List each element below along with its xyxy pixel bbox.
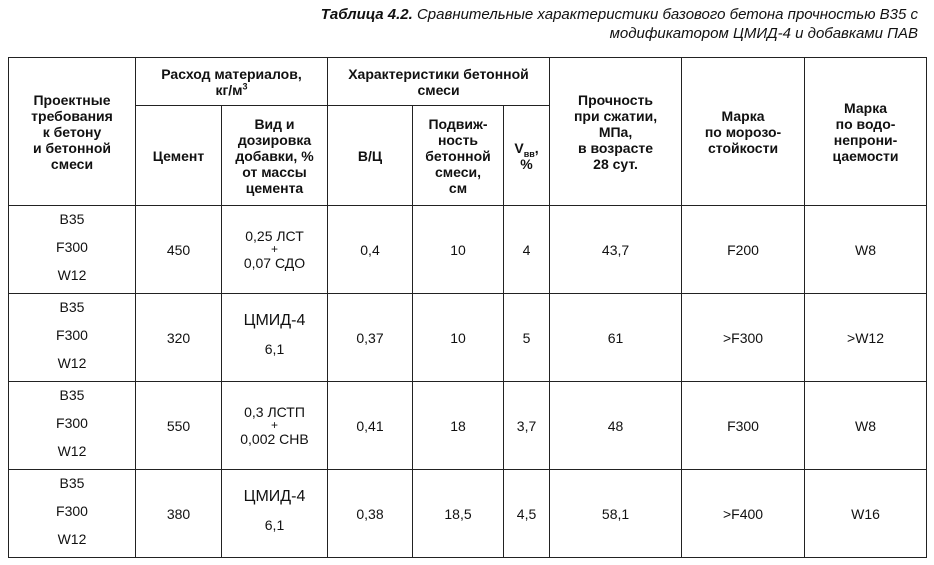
water-cell: W16 [805,470,927,558]
cement-cell: 320 [136,294,222,382]
table-row [9,294,927,382]
frost-cell: >F300 [682,294,805,382]
strength-cell: 48 [550,382,682,470]
strength-cell: 58,1 [550,470,682,558]
header-requirements: Проектные требования к бетону и бетонной смеси [9,58,136,206]
table-caption [218,5,918,43]
table-row [9,206,927,294]
wc-cell: 0,38 [328,470,413,558]
header-frost: Марка по морозо- стойкости [682,58,805,206]
strength-cell: 61 [550,294,682,382]
wc-cell: 0,41 [328,382,413,470]
table-row [9,382,927,470]
requirements-cell: В35 F300 W12 [9,382,136,470]
header-air-content: $V_{вв}$, % [504,106,550,206]
header-strength: Прочность при сжатии, МПа, в возрасте 28 сут. [550,58,682,206]
caption-text: Сравнительные характеристики базового бетона прочностью В35 с модификатором ЦМИД-4 и добавками ПАВ [416,6,918,42]
header-additive: Вид и дозировка добавки, % от массы цемента [222,106,328,206]
caption-label: Таблица 4.2. [320,6,413,23]
mobility-cell: 10 [413,294,504,382]
header-consumption-group: Расход материалов, $кг/м^3$ [136,58,328,106]
frost-cell: F200 [682,206,805,294]
additive-cell: 0,3 ЛСТП + 0,002 СНВ [222,382,328,470]
frost-cell: F300 [682,382,805,470]
wc-cell: 0,4 [328,206,413,294]
requirements-cell: В35 F300 W12 [9,206,136,294]
frost-cell: >F400 [682,470,805,558]
additive-cell: ЦМИД-4 6,1 [222,470,328,558]
air-content-cell: 3,7 [504,382,550,470]
header-wc: В/Ц [328,106,413,206]
wc-cell: 0,37 [328,294,413,382]
air-content-cell: 4 [504,206,550,294]
water-cell: W8 [805,382,927,470]
table-row [9,470,927,558]
header-cement: Цемент [136,106,222,206]
data-table [8,57,927,558]
header-characteristics-group: Характеристики бетонной смеси [328,58,550,106]
requirements-cell: В35 F300 W12 [9,294,136,382]
air-content-cell: 5 [504,294,550,382]
strength-cell: 43,7 [550,206,682,294]
header-water: Марка по водо- непрони- цаемости [805,58,927,206]
cement-cell: 450 [136,206,222,294]
cement-cell: 380 [136,470,222,558]
requirements-cell: В35 F300 W12 [9,470,136,558]
mobility-cell: 10 [413,206,504,294]
mobility-cell: 18,5 [413,470,504,558]
water-cell: W8 [805,206,927,294]
water-cell: >W12 [805,294,927,382]
additive-cell: 0,25 ЛСТ + 0,07 СДО [222,206,328,294]
header-mobility: Подвиж- ность бетонной смеси, см [413,106,504,206]
mobility-cell: 18 [413,382,504,470]
additive-cell: ЦМИД-4 6,1 [222,294,328,382]
cement-cell: 550 [136,382,222,470]
air-content-cell: 4,5 [504,470,550,558]
